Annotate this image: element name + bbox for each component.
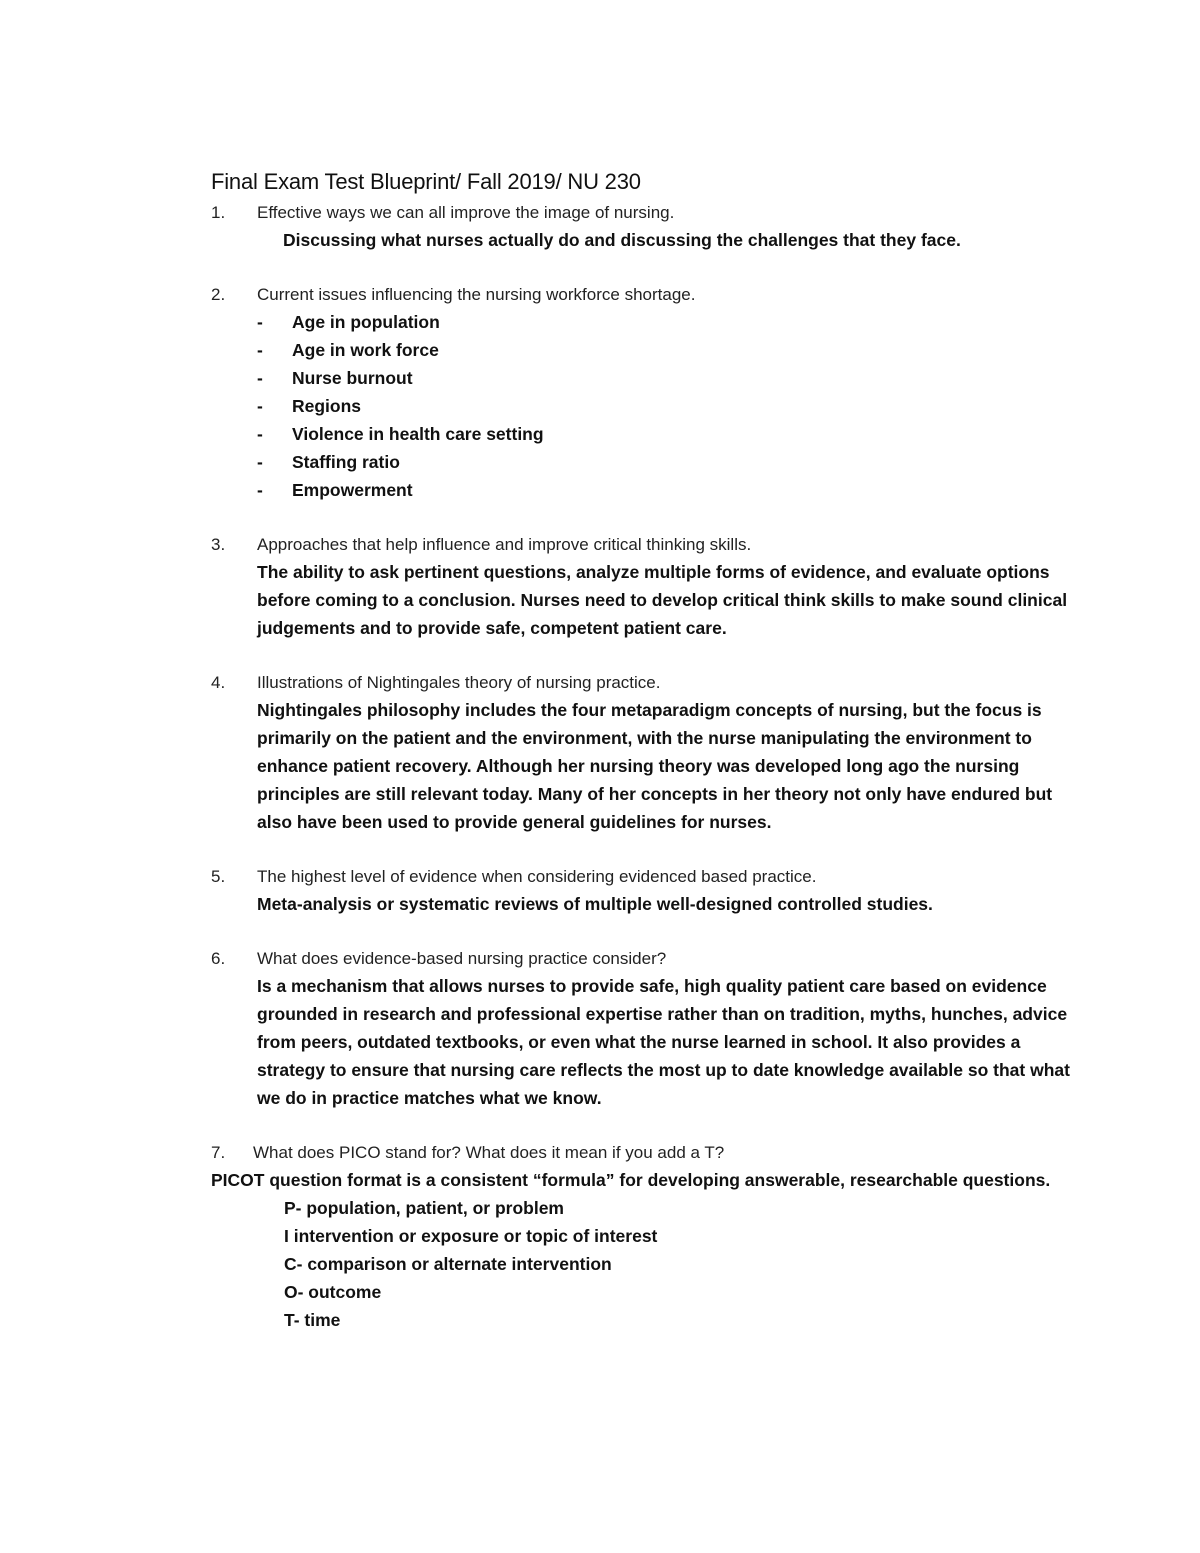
list-item: P- population, patient, or problem (284, 1198, 564, 1218)
spacer (211, 918, 1071, 946)
list-item: I intervention or exposure or topic of interest (284, 1226, 658, 1246)
document-title: Final Exam Test Blueprint/ Fall 2019/ NU 230 (211, 169, 641, 194)
answer-7: PICOT question format is a consistent “formula” for developing answerable, researchable questions. (211, 1170, 1051, 1190)
question-number: 7. (211, 1143, 226, 1162)
question-number: 1. (211, 203, 226, 222)
question-5 (211, 864, 1071, 890)
question-7 (211, 1140, 1071, 1166)
question-text: Current issues influencing the nursing workforce shortage. (257, 285, 696, 304)
list-item: - Regions (257, 396, 362, 416)
answer-1: Discussing what nurses actually do and discussing the challenges that they face. (283, 230, 961, 250)
answer-3: The ability to ask pertinent questions, analyze multiple forms of evidence, and evaluate options before coming to a conclusion. Nurses need to develop critical think skills to make sound clinical judgements and to provide safe, competent patient care. (257, 562, 1068, 638)
question-number: 5. (211, 867, 226, 886)
question-number: 4. (211, 673, 226, 692)
spacer (211, 836, 1071, 864)
spacer (211, 504, 1071, 532)
question-4 (211, 670, 1071, 696)
answer-4: Nightingales philosophy includes the four metaparadigm concepts of nursing, but the focus is primarily on the patient and the environment, with the nurse manipulating the environment to enhance patient recovery. Although her nursing theory was developed long ago the nursing principles are still relevant today. Many of her concepts in her theory not only have endured but also have been used to provide general guidelines for nurses. (257, 700, 1053, 832)
question-text: Approaches that help influence and improve critical thinking skills. (257, 535, 752, 554)
list-item: - Empowerment (257, 480, 413, 500)
list-item: O- outcome (284, 1282, 382, 1302)
spacer (211, 1112, 1071, 1140)
answer-6: Is a mechanism that allows nurses to provide safe, high quality patient care based on evidence grounded in research and professional expertise rather than on tradition, myths, hunches, advice from peers, outdated textbooks, or even what the nurse learned in school. It also provides a strategy to ensure that nursing care reflects the most up to date knowledge available so that what we do in practice matches what we know. (257, 976, 1070, 1108)
question-text: Illustrations of Nightingales theory of nursing practice. (257, 673, 661, 692)
question-1 (211, 200, 1071, 226)
answer-5: Meta-analysis or systematic reviews of multiple well-designed controlled studies. (257, 894, 933, 914)
picot-list (211, 1194, 1071, 1334)
list-item: C- comparison or alternate intervention (284, 1254, 612, 1274)
issues-list (211, 308, 1071, 504)
question-number: 3. (211, 535, 226, 554)
list-item: - Age in work force (257, 340, 439, 360)
question-text: Effective ways we can all improve the image of nursing. (257, 203, 675, 222)
list-item: T- time (284, 1310, 341, 1330)
question-number: 2. (211, 285, 226, 304)
list-item: - Staffing ratio (257, 452, 400, 472)
question-3 (211, 532, 1071, 558)
question-text: What does evidence-based nursing practice consider? (257, 949, 667, 968)
list-item: - Nurse burnout (257, 368, 413, 388)
list-item: - Violence in health care setting (257, 424, 544, 444)
document-page (211, 168, 1071, 1334)
spacer (211, 254, 1071, 282)
question-6 (211, 946, 1071, 972)
question-2 (211, 282, 1071, 308)
question-text: What does PICO stand for? What does it mean if you add a T? (253, 1143, 725, 1162)
question-number: 6. (211, 949, 226, 968)
list-item: - Age in population (257, 312, 440, 332)
spacer (211, 642, 1071, 670)
question-text: The highest level of evidence when considering evidenced based practice. (257, 867, 817, 886)
